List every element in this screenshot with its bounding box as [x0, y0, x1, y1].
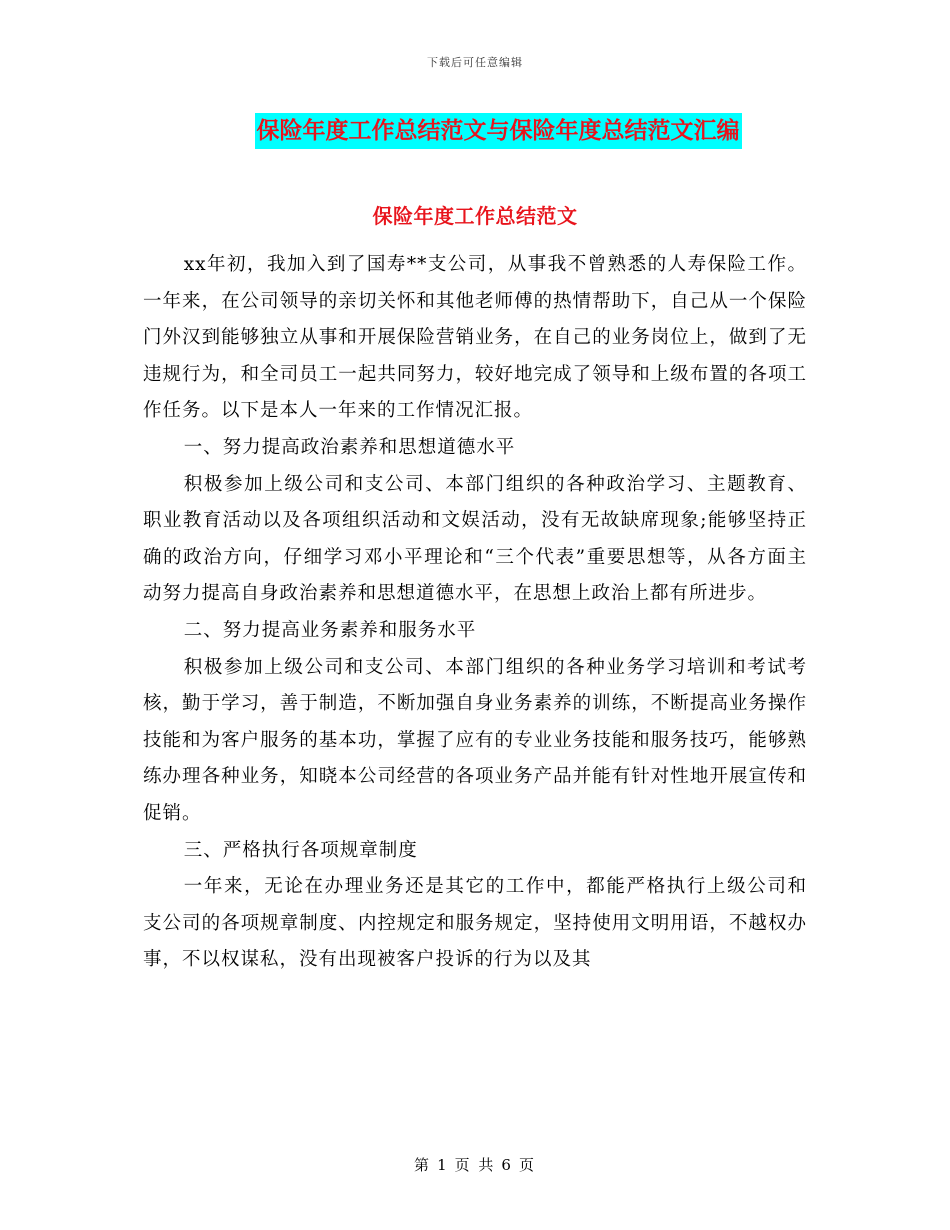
footer-page-number: 1 — [437, 1156, 449, 1174]
section-heading-2: 二、努力提高业务素养和服务水平 — [183, 619, 477, 641]
paragraph-section-2: 积极参加上级公司和支公司、本部门组织的各种业务学习培训和考试考核，勤于学习，善于制造，不断加强自身业务素养的训练，不断提高业务操作技能和为客户服务的基本功，掌握了应有的专业业务技能和服务技巧，能够熟练办理各种业务，知晓本公司经营的各项业务产品并能有针对性地开展宣传和促销。 — [143, 656, 807, 824]
footer-middle: 页 共 — [454, 1156, 496, 1174]
header-note: 下载后可任意编辑 — [427, 56, 523, 69]
section-heading-3: 三、严格执行各项规章制度 — [183, 839, 418, 861]
main-title: 保险年度工作总结范文与保险年度总结范文汇编 — [255, 113, 742, 149]
sub-title: 保险年度工作总结范文 — [372, 204, 578, 228]
paragraph-section-3: 一年来，无论在办理业务还是其它的工作中，都能严格执行上级公司和支公司的各项规章制度、内控规定和服务规定，坚持使用文明用语，不越权办事，不以权谋私，没有出现被客户投诉的行为以及其 — [143, 876, 807, 971]
footer-suffix: 页 — [518, 1156, 536, 1174]
footer-prefix: 第 — [414, 1156, 432, 1174]
section-heading-1: 一、努力提高政治素养和思想道德水平 — [183, 436, 516, 458]
paragraph-section-1: 积极参加上级公司和支公司、本部门组织的各种政治学习、主题教育、职业教育活动以及各项组织活动和文娱活动，没有无故缺席现象;能够坚持正确的政治方向，仔细学习邓小平理论和“三个代表”重要思想等，从各方面主动努力提高自身政治素养和思想道德水平，在思想上政治上都有所进步。 — [143, 473, 807, 605]
footer-total-pages: 6 — [501, 1156, 513, 1174]
page-footer — [0, 1154, 950, 1175]
main-title-container — [0, 113, 950, 149]
document-body — [143, 247, 807, 979]
paragraph-intro: xx年初，我加入到了国寿**支公司，从事我不曾熟悉的人寿保险工作。一年来，在公司领导的亲切关怀和其他老师傅的热情帮助下，自己从一个保险门外汉到能够独立从事和开展保险营销业务，在自己的业务岗位上，做到了无违规行为，和全司员工一起共同努力，较好地完成了领导和上级布置的各项工作任务。以下是本人一年来的工作情况汇报。 — [143, 254, 807, 422]
